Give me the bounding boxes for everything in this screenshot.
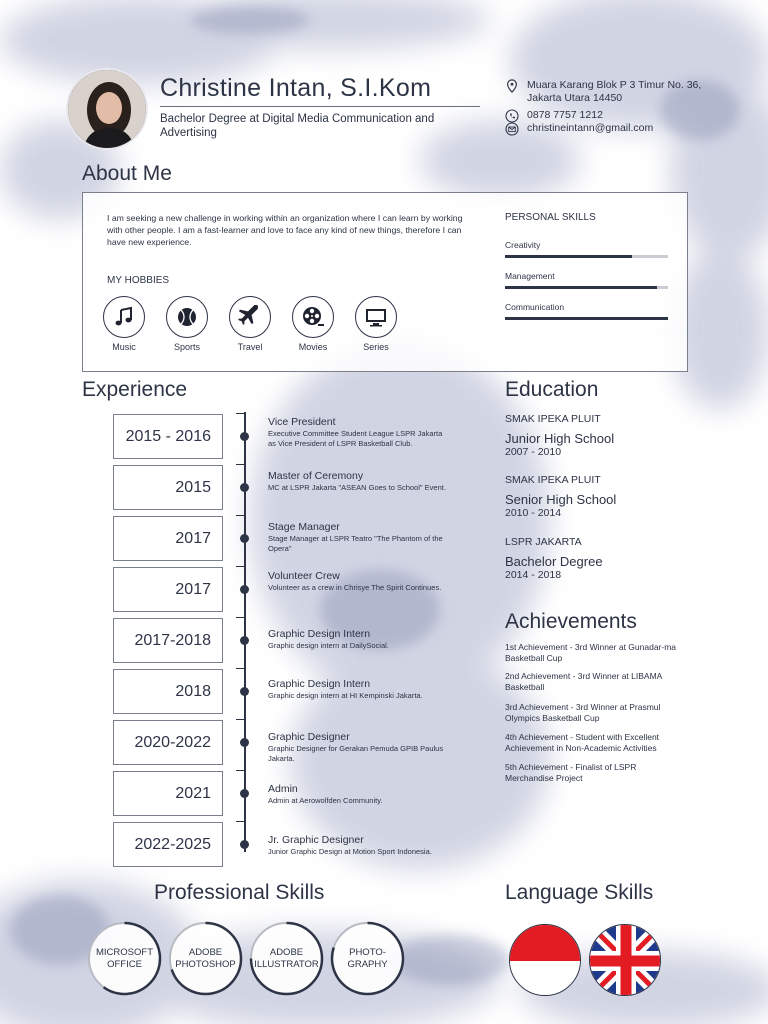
education-heading: Education <box>505 378 599 401</box>
experience-item <box>268 416 448 448</box>
skill-circle-label: ILLUSTRATOR <box>254 958 319 970</box>
phone-icon <box>505 109 519 123</box>
experience-item <box>268 783 448 806</box>
skill-circle-label: MICROSOFT <box>96 946 153 958</box>
education-years: 2007 - 2010 <box>505 446 562 458</box>
experience-role: Graphic Design Intern <box>268 678 371 690</box>
skill-circle-label: PHOTO- <box>349 946 386 958</box>
timeline-dot <box>240 636 249 645</box>
indonesia-flag-icon <box>509 924 581 996</box>
experience-description: Junior Graphic Design at Motion Sport Indonesia. <box>268 847 432 856</box>
hobby-series <box>355 296 397 352</box>
skill-bar <box>505 317 668 320</box>
achievement-item: 5th Achievement - Finalist of LSPR Merchandise Project <box>505 762 637 783</box>
achievement-item: 3rd Achievement - 3rd Winner at Prasmul Olympics Basketball Cup <box>505 702 661 723</box>
hobby-label: Music <box>112 342 136 352</box>
hobby-travel <box>229 296 271 352</box>
skill-circle-illustrator <box>250 922 323 995</box>
achievements-heading: Achievements <box>505 610 637 633</box>
skill-creativity <box>505 240 668 258</box>
location-pin-icon <box>505 79 519 93</box>
timeline-tick <box>236 464 244 465</box>
experience-item <box>268 678 448 701</box>
experience-role: Master of Ceremony <box>268 470 364 482</box>
experience-description: MC at LSPR Jakarta "ASEAN Goes to School" Event. <box>268 483 446 492</box>
experience-item <box>268 834 448 857</box>
timeline-tick <box>236 566 244 567</box>
education-item <box>505 536 705 581</box>
timeline-dot <box>240 789 249 798</box>
timeline-line <box>244 412 246 852</box>
school-name: LSPR JAKARTA <box>505 536 582 548</box>
timeline-tick <box>236 413 244 414</box>
experience-role: Stage Manager <box>268 521 340 533</box>
timeline-dot <box>240 738 249 747</box>
skill-label: Creativity <box>505 240 541 250</box>
skill-bar-fill <box>505 255 632 258</box>
skill-bar <box>505 286 668 289</box>
timeline-tick <box>236 719 244 720</box>
ball-icon <box>176 306 198 328</box>
year-box: 2015 <box>113 465 223 510</box>
music-note-icon <box>113 306 135 328</box>
skill-label: Management <box>505 271 555 281</box>
film-reel-icon <box>301 305 325 329</box>
avatar <box>68 70 148 150</box>
email-text: christineintann@gmail.com <box>527 122 654 134</box>
hobby-label: Travel <box>237 342 263 352</box>
address-text: Muara Karang Blok P 3 Timur No. 36, Jakarta Utara 14450 <box>527 79 702 104</box>
timeline-tick <box>236 617 244 618</box>
year-box: 2021 <box>113 771 223 816</box>
hobby-music <box>103 296 145 352</box>
experience-description: Admin at Aerowolfden Community. <box>268 796 383 805</box>
email-row <box>505 122 653 136</box>
timeline-dot <box>240 483 249 492</box>
year-box: 2022-2025 <box>113 822 223 867</box>
skill-management <box>505 271 668 289</box>
timeline-dot <box>240 534 249 543</box>
achievement-item: 4th Achievement - Student with Excellent Achievement in Non-Academic Activities <box>505 732 660 753</box>
experience-heading: Experience <box>82 378 188 401</box>
experience-role: Graphic Design Intern <box>268 628 371 640</box>
skill-circle-label: ADOBE <box>188 946 223 958</box>
hobby-list <box>103 296 397 352</box>
airplane-icon <box>238 305 262 329</box>
experience-description: Executive Committee Student League LSPR Jakarta as Vice President of LSPR Basketball Club. <box>268 429 443 448</box>
skill-circle-photoshop <box>169 922 242 995</box>
timeline-dot <box>240 840 249 849</box>
monitor-icon <box>364 306 388 328</box>
timeline-tick <box>236 821 244 822</box>
year-box: 2017 <box>113 516 223 561</box>
education-years: 2014 - 2018 <box>505 569 562 581</box>
skill-bar-fill <box>505 317 668 320</box>
personal-skills-heading: PERSONAL SKILLS <box>505 212 596 223</box>
experience-item <box>268 521 448 553</box>
experience-item <box>268 628 448 651</box>
address-row <box>505 79 705 105</box>
education-level: Bachelor Degree <box>505 554 603 569</box>
professional-skills-heading: Professional Skills <box>154 881 325 904</box>
skill-communication <box>505 302 668 320</box>
experience-role: Jr. Graphic Designer <box>268 834 364 846</box>
experience-description: Volunteer as a crew in Chrisye The Spirit Continues. <box>268 583 442 592</box>
education-level: Senior High School <box>505 492 617 507</box>
hobby-label: Movies <box>298 342 328 352</box>
year-box: 2017-2018 <box>113 618 223 663</box>
experience-role: Graphic Designer <box>268 731 350 743</box>
education-level: Junior High School <box>505 431 615 446</box>
hobby-sports <box>166 296 208 352</box>
timeline-dot <box>240 687 249 696</box>
hobby-label: Sports <box>173 342 200 352</box>
skill-circle-label: PHOTOSHOP <box>175 958 236 970</box>
year-box: 2018 <box>113 669 223 714</box>
education-item <box>505 474 705 519</box>
experience-description: Stage Manager at LSPR Teatro "The Phantom of the Opera" <box>268 534 443 553</box>
education-years: 2010 - 2014 <box>505 507 562 519</box>
skill-bar <box>505 255 668 258</box>
experience-item <box>268 470 448 493</box>
profile-photo <box>66 68 148 150</box>
skill-circle-label: GRAPHY <box>347 958 388 970</box>
timeline-dot <box>240 432 249 441</box>
skill-bar-fill <box>505 286 657 289</box>
experience-description: Graphic design intern at HI Kempinski Jakarta. <box>268 691 423 700</box>
school-name: SMAK IPEKA PLUIT <box>505 413 601 425</box>
hobby-label: Series <box>363 342 389 352</box>
experience-role: Admin <box>268 783 298 795</box>
year-box: 2020-2022 <box>113 720 223 765</box>
hobby-movies <box>292 296 334 352</box>
language-skills-heading: Language Skills <box>505 881 654 904</box>
experience-description: Graphic design intern at DailySocial. <box>268 641 389 650</box>
experience-item <box>268 570 448 593</box>
phone-text: 0878 7757 1212 <box>527 109 603 121</box>
year-box: 2017 <box>113 567 223 612</box>
skill-label: Communication <box>505 302 565 312</box>
name-divider <box>160 106 480 107</box>
year-box: 2015 - 2016 <box>113 414 223 459</box>
skill-circle-photography <box>331 922 404 995</box>
uk-flag-icon <box>589 924 661 996</box>
about-heading: About Me <box>82 162 172 185</box>
education-item <box>505 413 705 458</box>
skill-circle-label: OFFICE <box>107 958 142 970</box>
experience-role: Volunteer Crew <box>268 570 340 582</box>
achievement-item: 1st Achievement - 3rd Winner at Gunadar-ma Basketball Cup <box>505 642 677 663</box>
skill-circle-ms-office <box>88 922 161 995</box>
email-icon <box>505 122 519 136</box>
about-description: I am seeking a new challenge in working within an organization where I can learn by working with other people. I am a fast-learner and love to face any kind of new things, therefore I can have new experience. <box>107 213 463 247</box>
phone-row <box>505 109 603 123</box>
experience-item <box>268 731 448 763</box>
experience-role: Vice President <box>268 416 336 428</box>
degree-title: Bachelor Degree at Digital Media Communication and Advertising <box>160 113 435 139</box>
school-name: SMAK IPEKA PLUIT <box>505 474 601 486</box>
timeline-tick <box>236 515 244 516</box>
experience-description: Graphic Designer for Gerakan Pemuda GPIB Paulus Jakarta. <box>268 744 444 763</box>
skill-circle-label: ADOBE <box>269 946 304 958</box>
timeline-tick <box>236 770 244 771</box>
full-name: Christine Intan, S.I.Kom <box>160 74 432 102</box>
achievement-item: 2nd Achievement - 3rd Winner at LIBAMA Basketball <box>505 671 662 692</box>
timeline-dot <box>240 585 249 594</box>
timeline-tick <box>236 668 244 669</box>
hobbies-heading: MY HOBBIES <box>107 275 170 286</box>
